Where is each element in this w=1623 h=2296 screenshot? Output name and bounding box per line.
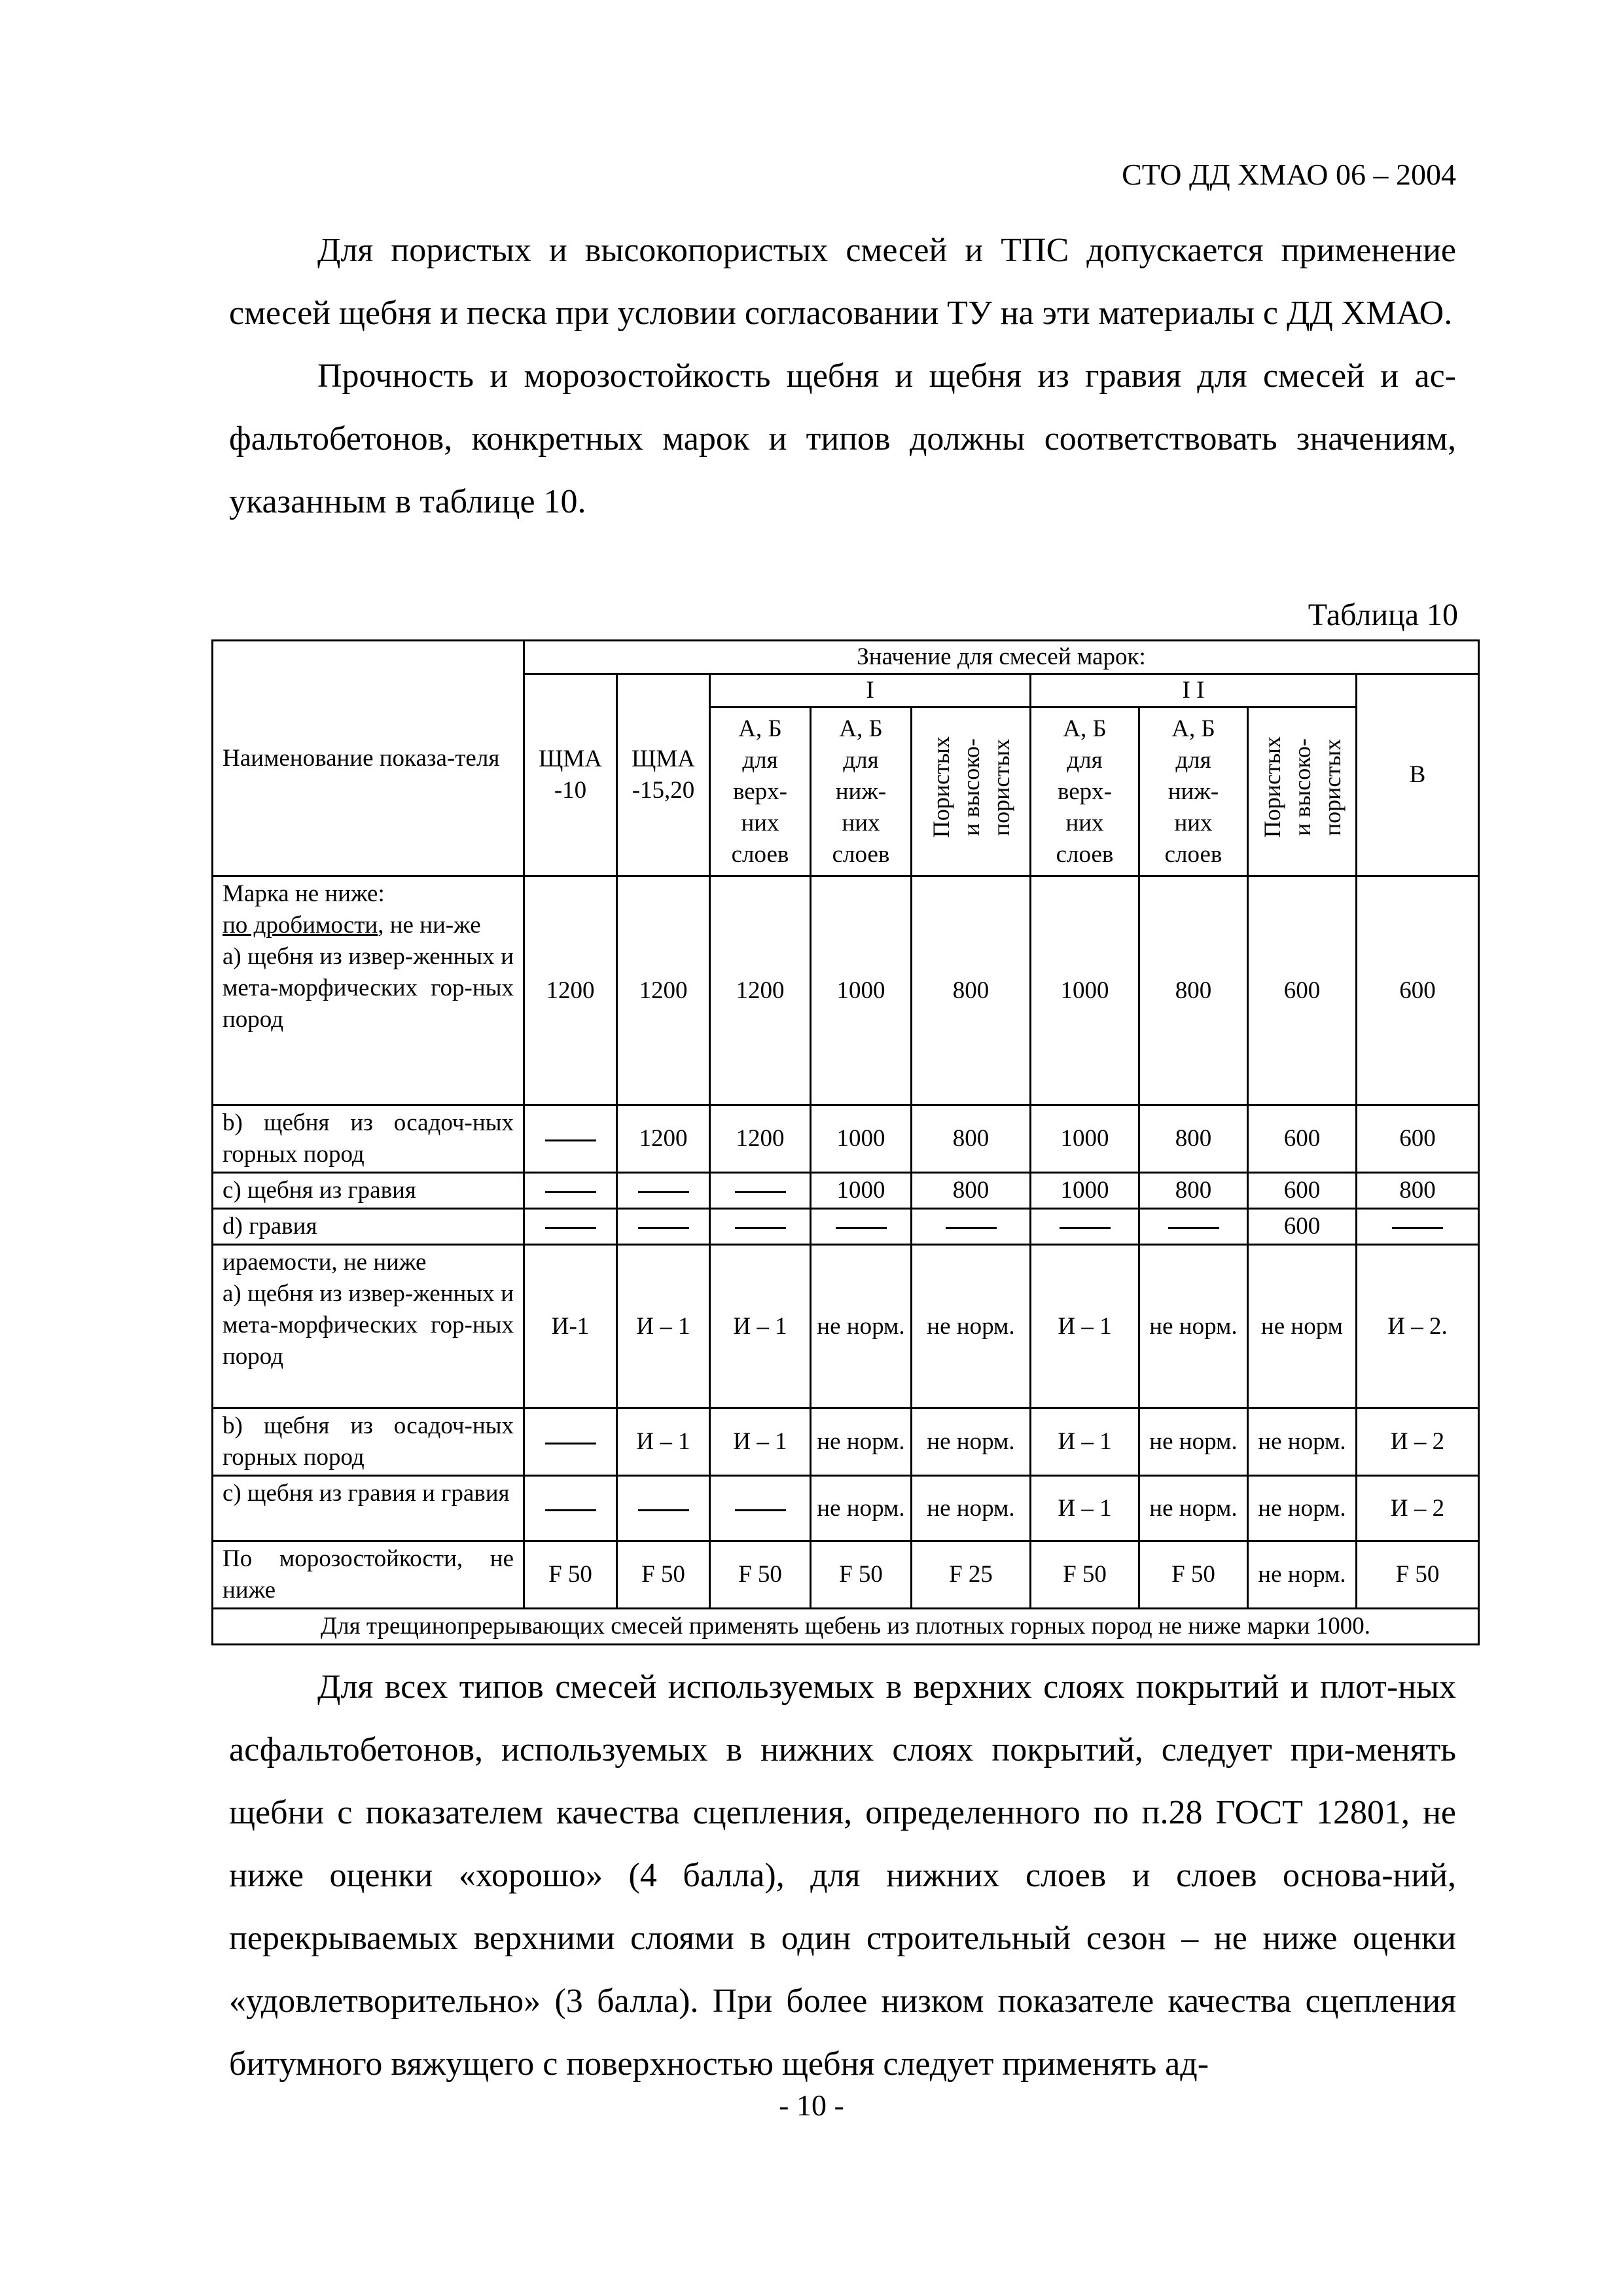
dash-mark <box>638 1509 689 1511</box>
table-cell: 1000 <box>811 1173 912 1209</box>
col-line: ниж- <box>835 778 887 805</box>
col-i-porous <box>912 708 1031 876</box>
col-line: верх- <box>733 778 787 805</box>
table-cell: не норм. <box>1139 1245 1248 1408</box>
table-cell: 800 <box>1357 1173 1479 1209</box>
row-name-line: ираемости, не ниже <box>223 1249 427 1276</box>
table-cell: И – 1 <box>710 1408 811 1476</box>
table-row <box>213 876 1479 1105</box>
dash-mark <box>545 1191 596 1193</box>
col-line: для <box>1067 746 1103 774</box>
dash-mark <box>836 1227 887 1229</box>
table-cell <box>524 1173 617 1209</box>
row-name-line: а) щебня из извер-женных и мета-морфических гор-ных пород <box>223 1280 514 1370</box>
col-line: них <box>1065 809 1104 836</box>
col-line: и высоко- <box>1289 738 1315 836</box>
col-ii-lower <box>1139 708 1248 876</box>
table-cell <box>617 1476 710 1541</box>
table-cell <box>524 1209 617 1245</box>
table-cell: 600 <box>1248 1105 1357 1173</box>
table-cell: F 50 <box>1357 1541 1479 1609</box>
intro-text <box>229 219 1456 533</box>
table-cell: не норм. <box>1248 1408 1357 1476</box>
table-note: Для трещинопрерывающих смесей применять щебень из плотных горных пород не ниже марки 1000. <box>213 1609 1479 1645</box>
row-name: d) гравия <box>213 1209 524 1245</box>
table-cell: не норм. <box>912 1408 1031 1476</box>
table-cell: не норм. <box>1139 1408 1248 1476</box>
table-cell: 600 <box>1248 876 1357 1105</box>
dash-mark <box>545 1139 596 1141</box>
values-header: Значение для смесей марок: <box>524 641 1479 674</box>
row-name-line: Марка не ниже: <box>223 880 385 907</box>
col-i-lower <box>811 708 912 876</box>
col-line: ЩМА <box>539 745 602 772</box>
table-cell: не норм. <box>1248 1476 1357 1541</box>
row-name-underlined: по дробимости <box>223 912 378 939</box>
table-cell <box>912 1209 1031 1245</box>
col-line: ниж- <box>1168 778 1219 805</box>
table-cell: 800 <box>1139 1173 1248 1209</box>
col-line: для <box>843 746 879 774</box>
table-cell: 1200 <box>710 1105 811 1173</box>
table-caption: Таблица 10 <box>1308 598 1458 632</box>
name-header-text: Наименование показа-теля <box>223 744 500 772</box>
col-line: А, Б <box>1171 715 1215 742</box>
col-line: них <box>741 809 779 836</box>
table-cell: 1200 <box>710 876 811 1105</box>
vertical-header <box>926 736 1016 838</box>
table-cell <box>710 1209 811 1245</box>
name-column-header <box>213 641 524 876</box>
dash-mark <box>638 1227 689 1229</box>
table-row <box>213 1209 1479 1245</box>
table-cell: И – 1 <box>617 1245 710 1408</box>
dash-mark <box>1060 1227 1111 1229</box>
row-name: По морозостойкости, не ниже <box>213 1541 524 1609</box>
col-line: слоев <box>1056 840 1114 868</box>
table-cell: И – 2 <box>1357 1476 1479 1541</box>
col-i-upper <box>710 708 811 876</box>
col-line: А, Б <box>1063 715 1107 742</box>
col-line: -15,20 <box>632 777 695 804</box>
table-cell <box>524 1476 617 1541</box>
table-cell: не норм. <box>1139 1476 1248 1541</box>
table-cell <box>617 1209 710 1245</box>
table-cell <box>710 1173 811 1209</box>
col-line: для <box>742 746 778 774</box>
col-line: -10 <box>554 777 587 804</box>
table-cell <box>1357 1209 1479 1245</box>
table-cell: 1000 <box>1031 876 1139 1105</box>
table-cell: не норм <box>1248 1245 1357 1408</box>
col-line: для <box>1175 746 1211 774</box>
table-cell: 800 <box>912 1173 1031 1209</box>
row-name <box>213 876 524 1105</box>
row-name-line: , не ни-же <box>378 912 481 939</box>
col-shma10 <box>524 674 617 876</box>
col-line: пористых <box>988 738 1014 836</box>
page-number: - 10 - <box>779 2089 844 2122</box>
col-line: ЩМА <box>632 745 695 772</box>
table-cell: И – 1 <box>710 1245 811 1408</box>
table-cell: не норм. <box>811 1245 912 1408</box>
table-row <box>213 1476 1479 1541</box>
table-cell: 1000 <box>1031 1173 1139 1209</box>
table-cell: 1000 <box>811 1105 912 1173</box>
col-line: слоев <box>1164 840 1222 868</box>
col-line: Пористых <box>927 736 954 838</box>
table-cell: И – 1 <box>1031 1245 1139 1408</box>
dash-mark <box>946 1227 997 1229</box>
paragraph: Для всех типов смесей используемых в верхних слоях покрытий и плот-ных асфальтобетонов, используемых в нижних слоях покрытий, следует при-менять щебни с показателем качества сцепления, определенного по п.28 ГОСТ 12801, не ниже оценки «хорошо» (4 балла), для нижних слоев и слоев основа-ний, перекрываемых верхними слоями в один строительный сезон – не ниже оценки «удовлетворительно» (3 балла). При более низком показателе качества сцепления битумного вяжущего с поверхностью щебня следует применять ад- <box>229 1668 1456 2083</box>
dash-mark <box>735 1509 786 1511</box>
table-cell: F 50 <box>617 1541 710 1609</box>
dash-mark <box>545 1509 596 1511</box>
table-cell: И – 1 <box>1031 1476 1139 1541</box>
col-line: пористых <box>1319 738 1346 836</box>
table-cell: 600 <box>1357 1105 1479 1173</box>
dash-mark <box>735 1191 786 1193</box>
table-cell: И – 2. <box>1357 1245 1479 1408</box>
group-ii-header: I I <box>1031 674 1357 708</box>
col-line: верх- <box>1058 778 1112 805</box>
table-cell: F 50 <box>524 1541 617 1609</box>
col-ii-upper <box>1031 708 1139 876</box>
table-cell: 600 <box>1248 1173 1357 1209</box>
col-line: А, Б <box>738 715 782 742</box>
table-cell: 800 <box>912 1105 1031 1173</box>
table-cell: F 50 <box>1139 1541 1248 1609</box>
table-header-row <box>213 641 1479 674</box>
col-line: слоев <box>832 840 890 868</box>
col-line: и высоко- <box>957 738 984 836</box>
table-note-row <box>213 1609 1479 1645</box>
col-ii-porous <box>1248 708 1357 876</box>
row-name: c) щебня из гравия и гравия <box>213 1476 524 1541</box>
vertical-header <box>1257 736 1347 838</box>
table-cell <box>1031 1209 1139 1245</box>
document-code: СТО ДД ХМАО 06 – 2004 <box>1122 158 1456 191</box>
table-cell: 1200 <box>617 876 710 1105</box>
dash-mark <box>1392 1227 1443 1229</box>
table-cell: 800 <box>1139 876 1248 1105</box>
table-cell: 600 <box>1248 1209 1357 1245</box>
table-cell: не норм. <box>912 1476 1031 1541</box>
table-cell <box>710 1476 811 1541</box>
table-cell <box>524 1105 617 1173</box>
table-cell: 600 <box>1357 876 1479 1105</box>
row-name: c) щебня из гравия <box>213 1173 524 1209</box>
dash-mark <box>545 1443 596 1444</box>
table-row <box>213 1173 1479 1209</box>
table-cell: И-1 <box>524 1245 617 1408</box>
closing-text <box>229 1656 1456 2096</box>
table-cell <box>811 1209 912 1245</box>
col-shma15 <box>617 674 710 876</box>
dash-mark <box>735 1227 786 1229</box>
row-name: b) щебня из осадоч-ных горных пород <box>213 1408 524 1476</box>
table-cell <box>1139 1209 1248 1245</box>
table-cell: F 25 <box>912 1541 1031 1609</box>
col-v: В <box>1357 674 1479 876</box>
table-cell: 1200 <box>617 1105 710 1173</box>
table-cell: 1200 <box>524 876 617 1105</box>
table-row <box>213 1541 1479 1609</box>
table-cell: не норм. <box>912 1245 1031 1408</box>
table-cell: F 50 <box>1031 1541 1139 1609</box>
col-line: них <box>842 809 880 836</box>
table-cell: не норм. <box>1248 1541 1357 1609</box>
col-line: слоев <box>731 840 789 868</box>
paragraph: Для пористых и высокопористых смесей и ТПС допускается применение смесей щебня и песка при условии согласовании ТУ на эти материалы с ДД ХМАО. <box>229 232 1456 332</box>
col-line: А, Б <box>839 715 883 742</box>
table-cell: не норм. <box>811 1408 912 1476</box>
table-cell: не норм. <box>811 1476 912 1541</box>
strength-table <box>211 639 1480 1645</box>
table-cell: 1000 <box>1031 1105 1139 1173</box>
table-row <box>213 1408 1479 1476</box>
dash-mark <box>545 1227 596 1229</box>
col-line: Пористых <box>1258 736 1285 838</box>
table-cell <box>524 1408 617 1476</box>
table-cell: И – 1 <box>617 1408 710 1476</box>
dash-mark <box>1168 1227 1219 1229</box>
row-name <box>213 1245 524 1408</box>
table-cell: 800 <box>1139 1105 1248 1173</box>
table-cell: И – 1 <box>1031 1408 1139 1476</box>
table-cell: F 50 <box>811 1541 912 1609</box>
table-cell: И – 2 <box>1357 1408 1479 1476</box>
table-cell: 800 <box>912 876 1031 1105</box>
row-name: b) щебня из осадоч-ных горных пород <box>213 1105 524 1173</box>
table-row <box>213 1245 1479 1408</box>
group-i-header: I <box>710 674 1031 708</box>
dash-mark <box>638 1191 689 1193</box>
col-line: них <box>1174 809 1213 836</box>
table-cell: 1000 <box>811 876 912 1105</box>
table-cell: F 50 <box>710 1541 811 1609</box>
table-row <box>213 1105 1479 1173</box>
table-cell <box>617 1173 710 1209</box>
paragraph: Прочность и морозостойкость щебня и щебня из гравия для смесей и ас-фальтобетонов, конкретных марок и типов должны соответствовать значениям, указанным в таблице 10. <box>229 357 1456 520</box>
row-name-line: а) щебня из извер-женных и мета-морфических гор-ных пород <box>223 943 514 1033</box>
